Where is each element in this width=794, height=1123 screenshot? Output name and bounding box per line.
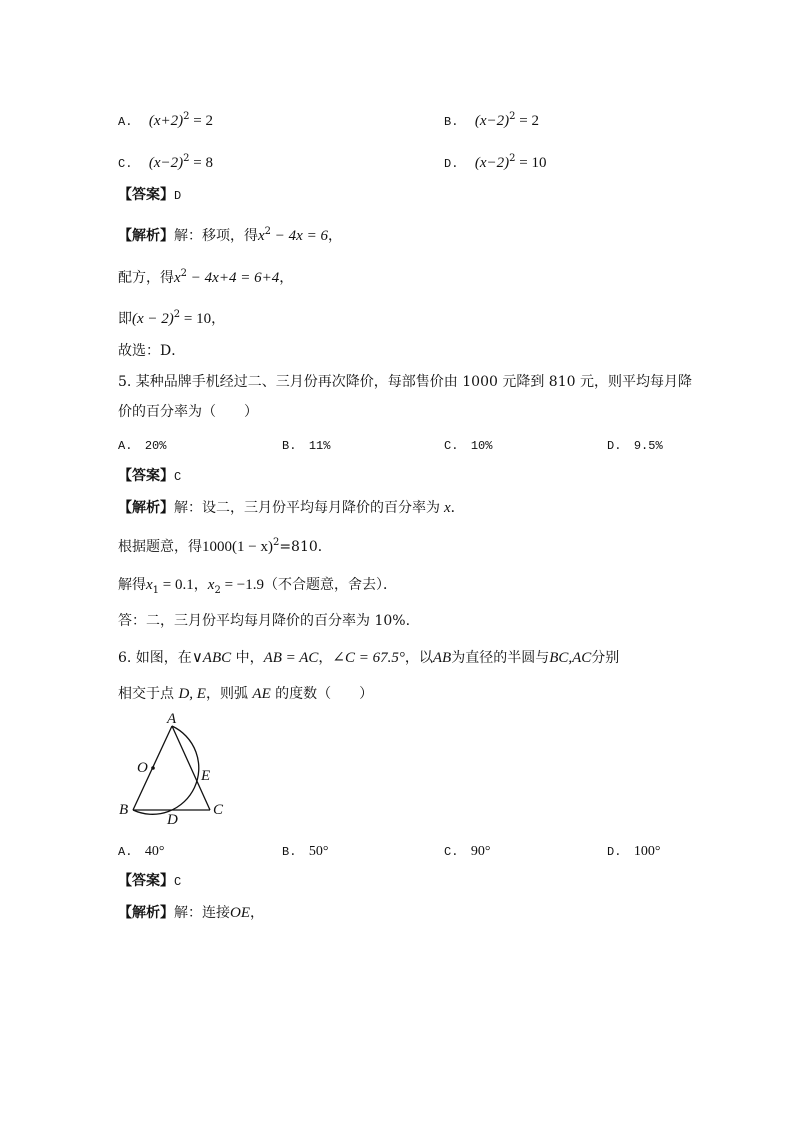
q5-option-b — [282, 435, 330, 456]
punct: ， — [279, 270, 294, 286]
math-expr: OE — [230, 905, 250, 921]
q4-option-a — [118, 107, 213, 132]
analysis-tag: 【解析】 — [118, 500, 174, 516]
exponent: 2 — [183, 111, 190, 122]
math-expr: ∨ABC — [191, 650, 232, 666]
answer-value: D — [174, 189, 182, 203]
analysis-text: 即 — [118, 311, 132, 327]
stem-text: ，则弧 — [205, 686, 253, 702]
math-expr: (x − 2) — [132, 311, 174, 327]
math-expr: − 4x+4 = 6+4 — [187, 270, 280, 286]
analysis-text: 解：移项，得 — [174, 228, 258, 244]
stem-text: ，以 — [404, 650, 433, 666]
exponent: 2 — [180, 268, 188, 279]
analysis-tag: 【解析】 — [118, 228, 174, 244]
option-label: B. — [444, 115, 459, 129]
option-label: A. — [118, 439, 133, 453]
q5-analysis-line4: 答：二，三月份平均每月降价的百分率为 10%. — [118, 613, 411, 629]
math-expr: 1000(1 − x) — [202, 539, 273, 555]
center-point-o — [151, 766, 155, 770]
punct: ， — [211, 311, 226, 327]
q4-answer — [118, 185, 181, 206]
analysis-tag: 【解析】 — [118, 905, 174, 921]
option-expr: (x−2) — [474, 113, 510, 129]
q5-stem-line1: 5. 某种品牌手机经过二、三月份再次降价，每部售价由 1000 元降到 810 元，则平均每月降 — [118, 374, 692, 390]
stem-text: 为直径的半圆与 — [451, 650, 550, 666]
q4-option-c — [118, 149, 213, 174]
q5-answer — [118, 466, 181, 487]
exponent: 2 — [509, 153, 516, 164]
punct: ， — [193, 577, 208, 593]
q5-analysis-line1 — [118, 498, 465, 518]
label-o: O — [137, 760, 148, 776]
option-text: 10% — [470, 439, 493, 453]
math-var: x — [207, 577, 215, 593]
punct: ． — [450, 500, 465, 516]
math-var: x — [146, 577, 153, 593]
q6-option-b — [282, 841, 328, 862]
exponent: 2 — [173, 309, 181, 320]
q5-option-c — [444, 435, 492, 456]
math-expr: =810． — [279, 539, 332, 555]
math-expr: BC,AC — [549, 650, 592, 666]
answer-value: C — [174, 875, 182, 889]
option-label: A. — [118, 845, 133, 859]
math-var: x — [444, 500, 451, 516]
option-text: 9.5% — [633, 439, 663, 453]
math-var: x — [174, 270, 181, 286]
analysis-text: 解：设二，三月份平均每月降价的百分率为 — [174, 500, 440, 516]
analysis-text: 解：连接 — [174, 905, 230, 921]
math-expr: AE — [252, 686, 271, 702]
option-text: 50° — [308, 844, 329, 859]
exponent: 2 — [183, 153, 190, 164]
stem-text: 中， — [231, 650, 264, 666]
subscript: 2 — [214, 585, 221, 596]
option-rhs: = 8 — [189, 155, 213, 171]
q6-figure — [110, 708, 240, 833]
q6-stem-line2 — [118, 684, 373, 704]
stem-text: 分别 — [591, 650, 620, 666]
math-value: = −1.9 — [220, 577, 264, 593]
q5-analysis-line3 — [118, 575, 397, 601]
option-rhs: = 2 — [515, 113, 539, 129]
q6-stem-line1 — [118, 648, 619, 668]
exponent: 2 — [509, 111, 516, 122]
math-var: x — [258, 228, 265, 244]
analysis-text: （不合题意，舍去）． — [263, 577, 397, 593]
q6-answer — [118, 871, 181, 892]
option-label: D. — [444, 157, 459, 171]
option-label: C. — [118, 157, 133, 171]
math-expr: D, E — [178, 686, 206, 702]
stem-text: 6. 如图，在 — [118, 650, 192, 666]
punct: ， — [250, 905, 264, 921]
q4-analysis-line1 — [118, 222, 342, 246]
math-expr: AB = AC — [263, 650, 319, 666]
label-c: C — [213, 802, 224, 818]
label-b: B — [119, 802, 129, 818]
q4-analysis-line2 — [118, 264, 293, 288]
label-d: D — [167, 812, 178, 828]
option-label: B. — [282, 845, 297, 859]
option-text: 11% — [308, 439, 331, 453]
option-label: D. — [607, 439, 622, 453]
math-value: = 0.1 — [159, 577, 194, 593]
math-expr: = 10 — [180, 311, 212, 327]
option-text: 40° — [144, 844, 165, 859]
option-rhs: = 2 — [189, 113, 213, 129]
q6-option-c — [444, 841, 490, 862]
q4-option-d — [444, 149, 546, 174]
q5-analysis-line2 — [118, 533, 332, 557]
option-text: 20% — [144, 439, 167, 453]
option-label: B. — [282, 439, 297, 453]
subscript: 1 — [152, 585, 160, 596]
q6-option-d — [607, 841, 660, 862]
stem-text: 相交于点 — [118, 686, 179, 702]
option-label: A. — [118, 115, 133, 129]
option-rhs: = 10 — [515, 155, 547, 171]
option-text: 90° — [470, 844, 491, 859]
option-label: C. — [444, 439, 459, 453]
q5-option-a — [118, 435, 166, 456]
analysis-text: 解得 — [118, 577, 146, 593]
exponent: 2 — [272, 537, 280, 548]
stem-text: 的度数（ ） — [270, 686, 374, 702]
option-label: C. — [444, 845, 459, 859]
answer-value: C — [174, 470, 182, 484]
option-expr: (x−2) — [148, 155, 184, 171]
q6-analysis — [118, 903, 264, 923]
option-text: 100° — [633, 844, 661, 859]
option-label: D. — [607, 845, 622, 859]
q6-option-a — [118, 841, 164, 862]
q4-analysis-line3 — [118, 305, 225, 329]
option-expr: (x−2) — [474, 155, 510, 171]
answer-tag: 【答案】 — [118, 873, 174, 889]
q4-option-b — [444, 107, 539, 132]
q5-option-d — [607, 435, 663, 456]
math-expr: AB — [432, 650, 452, 666]
analysis-text: 配方，得 — [118, 270, 174, 286]
answer-tag: 【答案】 — [118, 187, 174, 203]
q5-stem-line2: 价的百分率为（ ） — [118, 404, 258, 420]
analysis-text: 根据题意，得 — [118, 539, 202, 555]
exponent: 2 — [264, 226, 272, 237]
label-a: A — [167, 711, 177, 727]
label-e: E — [201, 768, 211, 784]
q4-analysis-line4: 故选：D． — [118, 343, 186, 359]
punct: ， — [327, 228, 342, 244]
math-expr: ∠C = 67.5° — [332, 650, 405, 666]
answer-tag: 【答案】 — [118, 468, 174, 484]
option-expr: (x+2) — [148, 113, 184, 129]
math-expr: − 4x = 6 — [271, 228, 328, 244]
punct: ， — [318, 650, 333, 666]
